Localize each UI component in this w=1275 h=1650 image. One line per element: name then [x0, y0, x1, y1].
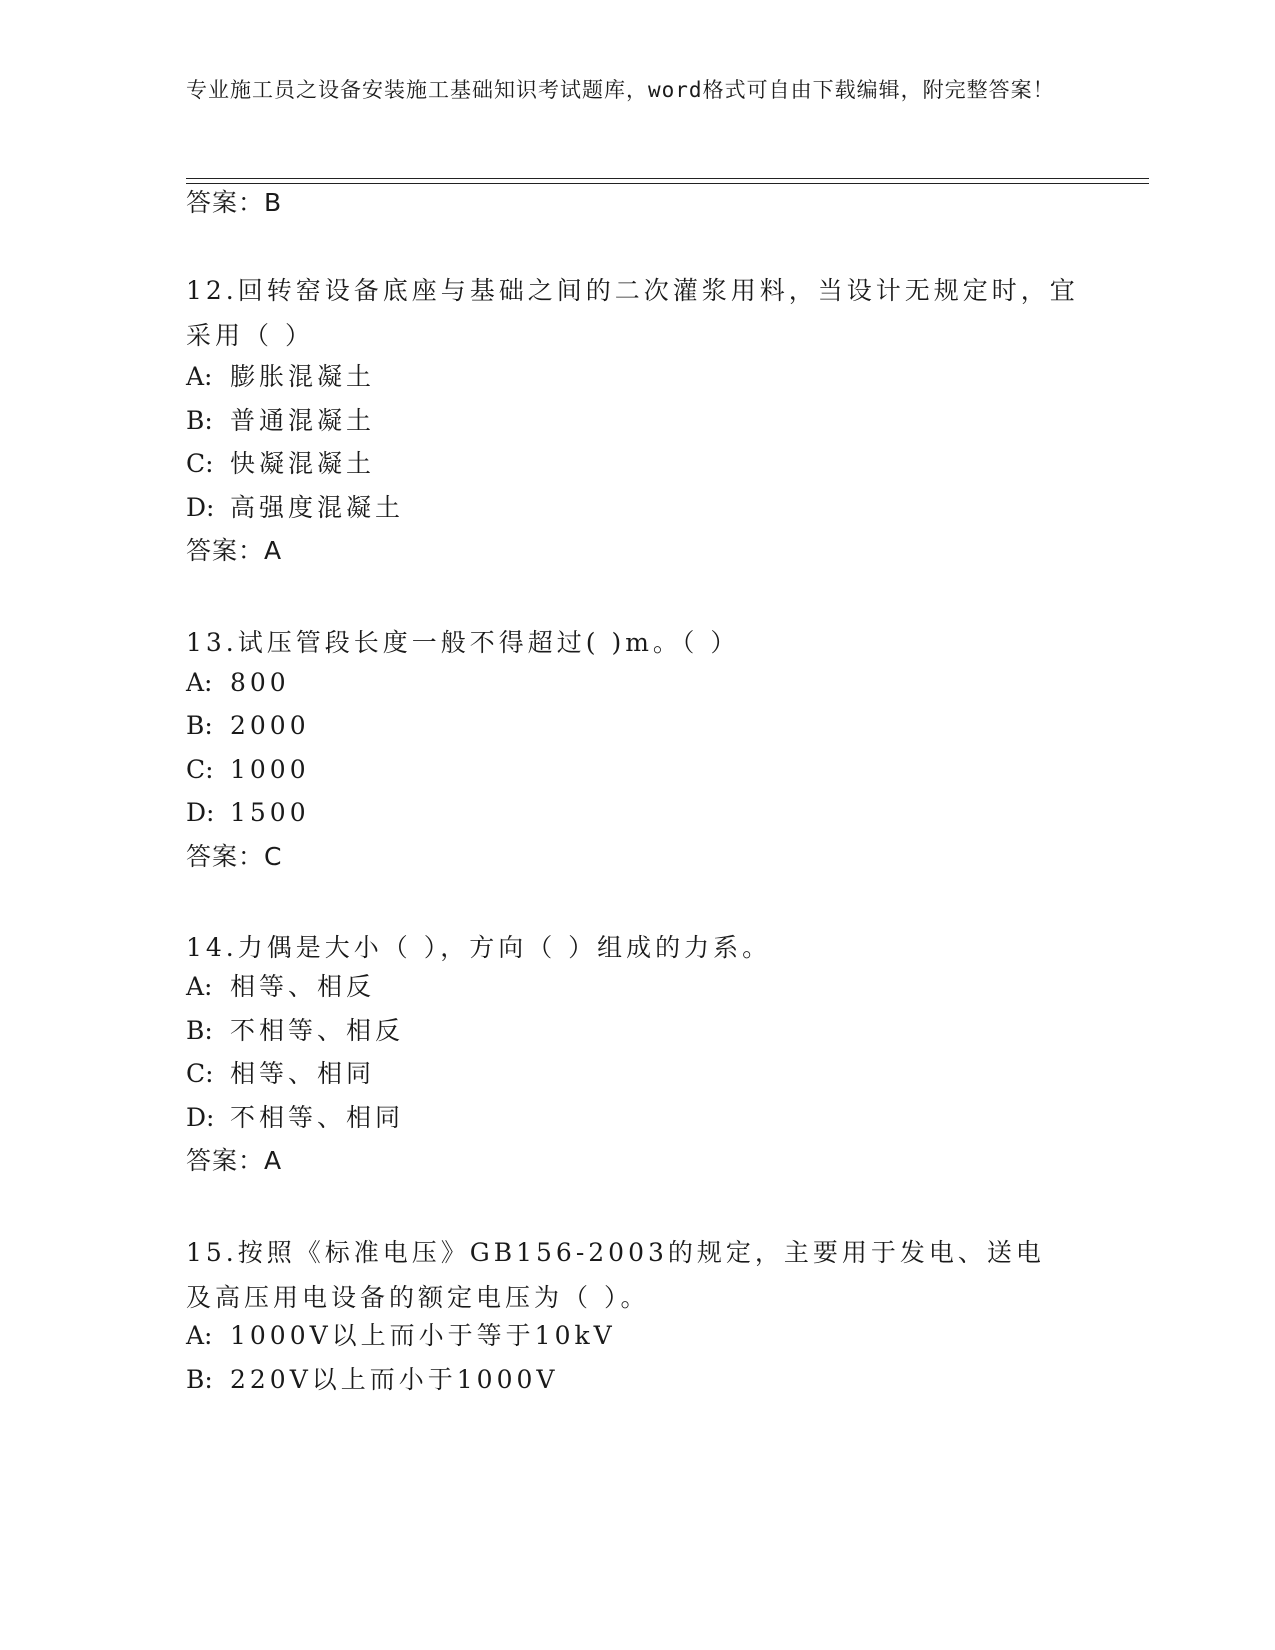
- question-14-option-b: [186, 1014, 404, 1048]
- option-text: 2000: [230, 711, 310, 740]
- option-letter: C:: [186, 1059, 214, 1088]
- option-text: 高强度混凝土: [230, 493, 405, 522]
- question-13-option-d: [186, 796, 310, 830]
- option-text: 普通混凝土: [230, 406, 376, 435]
- question-12-option-d: [186, 491, 404, 525]
- option-letter: B:: [186, 711, 213, 740]
- option-letter: D:: [186, 798, 215, 827]
- option-text: 1000: [230, 755, 310, 784]
- option-text: 相等、相反: [230, 972, 376, 1001]
- option-letter: A:: [186, 668, 213, 697]
- header-divider-bottom: [186, 183, 1149, 184]
- question-14-option-c: [186, 1057, 375, 1091]
- option-letter: B:: [186, 1016, 213, 1045]
- question-15-option-b: [186, 1363, 558, 1397]
- question-12-option-c: [186, 447, 375, 481]
- option-text: 膨胀混凝土: [230, 362, 376, 391]
- option-letter: C:: [186, 449, 214, 478]
- question-12-text: 12.回转窑设备底座与基础之间的二次灌浆用料，当设计无规定时，宜采用（ ）: [186, 276, 1079, 350]
- answer-12: 答案：A: [186, 536, 283, 565]
- question-13-text: 13.试压管段长度一般不得超过( )m。（ ）: [186, 628, 740, 657]
- answer-13: 答案：C: [186, 842, 283, 871]
- option-letter: B:: [186, 1365, 213, 1394]
- question-15-option-a: [186, 1319, 616, 1353]
- option-text: 800: [230, 668, 290, 697]
- question-15-text: 15.按照《标准电压》GB156-2003的规定，主要用于发电、送电及高压用电设备的额定电压为（ ）。: [186, 1238, 1045, 1312]
- question-12-option-b: [186, 404, 375, 438]
- option-text: 不相等、相反: [230, 1016, 405, 1045]
- answer-14: 答案：A: [186, 1146, 283, 1175]
- option-text: 相等、相同: [230, 1059, 376, 1088]
- question-14-option-d: [186, 1101, 404, 1135]
- option-text: 1500: [230, 798, 310, 827]
- option-letter: A:: [186, 362, 213, 391]
- option-letter: C:: [186, 755, 214, 784]
- question-14-text: 14.力偶是大小（ ），方向（ ）组成的力系。: [186, 933, 772, 962]
- question-13-option-a: [186, 666, 290, 700]
- question-12-option-a: [186, 360, 375, 394]
- option-text: 220V以上而小于1000V: [230, 1365, 559, 1394]
- question-14-option-a: [186, 970, 375, 1004]
- question-13-option-b: [186, 709, 310, 743]
- option-letter: A:: [186, 972, 213, 1001]
- header-divider-top: [186, 178, 1149, 179]
- option-letter: B:: [186, 406, 213, 435]
- option-text: 1000V以上而小于等于10kV: [230, 1321, 616, 1350]
- option-text: 不相等、相同: [230, 1103, 405, 1132]
- question-13-option-c: [186, 753, 310, 787]
- option-letter: A:: [186, 1321, 213, 1350]
- answer-11: 答案：B: [186, 188, 283, 217]
- option-text: 快凝混凝土: [230, 449, 376, 478]
- option-letter: D:: [186, 493, 215, 522]
- document-header: 专业施工员之设备安装施工基础知识考试题库，word格式可自由下载编辑，附完整答案！: [186, 78, 1055, 102]
- option-letter: D:: [186, 1103, 215, 1132]
